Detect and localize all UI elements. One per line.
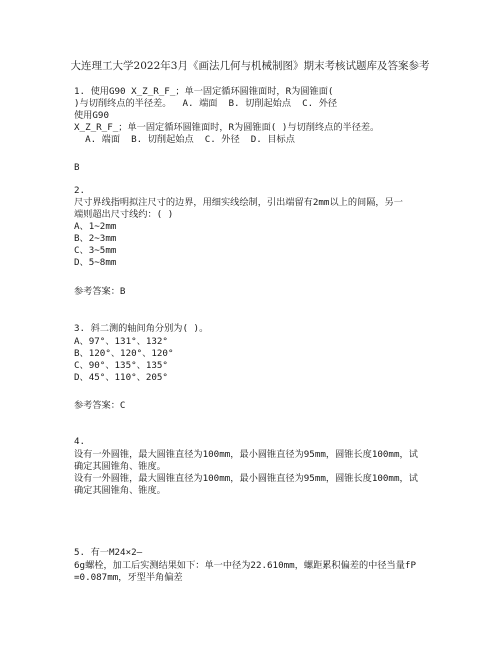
q5-line-1: 5. 有一M24×2— [74,547,143,558]
document-title: 大连理工大学2022年3月《画法几何与机械制图》期末考核试题库及答案参考 [70,60,430,72]
q3-stem: 3. 斜二测的轴间角分别为( )。 [74,323,209,334]
q4-number: 4. [74,436,86,447]
q2-number: 2. [74,185,86,196]
q4-line-4: 确定其圆锥角、锥度。 [74,485,166,496]
q4-line-2: 确定其圆锥角、锥度。 [74,461,166,472]
q3-option-d: D、45°、110°、205° [74,372,168,383]
q3-option-c: C、90°、135°、135° [74,360,168,371]
q2-option-d: D、5~8mm [74,257,117,268]
q1-line-4: X_Z_R_F_；单一固定循环圆锥面时，R为圆锥面( )与切削终点的半径差。 [74,122,380,133]
q1-answer: B [74,162,80,173]
q4-line-3: 设有一外圆锥，最大圆锥直径为100mm，最小圆锥直径为95mm，圆锥长度100mm，试 [74,473,418,484]
q3-answer: 参考答案：C [74,400,126,411]
q2-option-a: A、1~2mm [74,221,117,232]
q2-option-c: C、3~5mm [74,245,117,256]
q2-option-b: B、2~3mm [74,233,117,244]
q1-line-3: 使用G90 [74,110,109,121]
q3-option-a: A、97°、131°、132° [74,336,168,347]
q5-line-3: =0.087mm，牙型半角偏差 [74,572,183,583]
q1-line-5: A. 端面 B. 切削起始点 C. 外径 D. 目标点 [74,134,295,145]
q1-line-2: )与切削终点的半径差。 A. 端面 B. 切削起始点 C. 外径 [74,98,338,109]
q4-line-1: 设有一外圆锥，最大圆锥直径为100mm，最小圆锥直径为95mm，圆锥长度100mm，试 [74,449,418,460]
q3-option-b: B、120°、120°、120° [74,348,174,359]
q5-line-2: 6g螺栓，加工后实测结果如下：单一中径为22.610mm，螺距累积偏差的中径当量fP [74,560,416,571]
q2-stem-1: 尺寸界线指明拟注尺寸的边界，用细实线绘制，引出端留有2mm以上的间隔，另一 [74,197,403,208]
q2-stem-2: 端则超出尺寸线约：( ) [74,209,174,220]
q2-answer: 参考答案：B [74,286,126,297]
q1-line-1: 1. 使用G90 X_Z_R_F_；单一固定循环圆锥面时，R为圆锥面( [74,86,334,97]
